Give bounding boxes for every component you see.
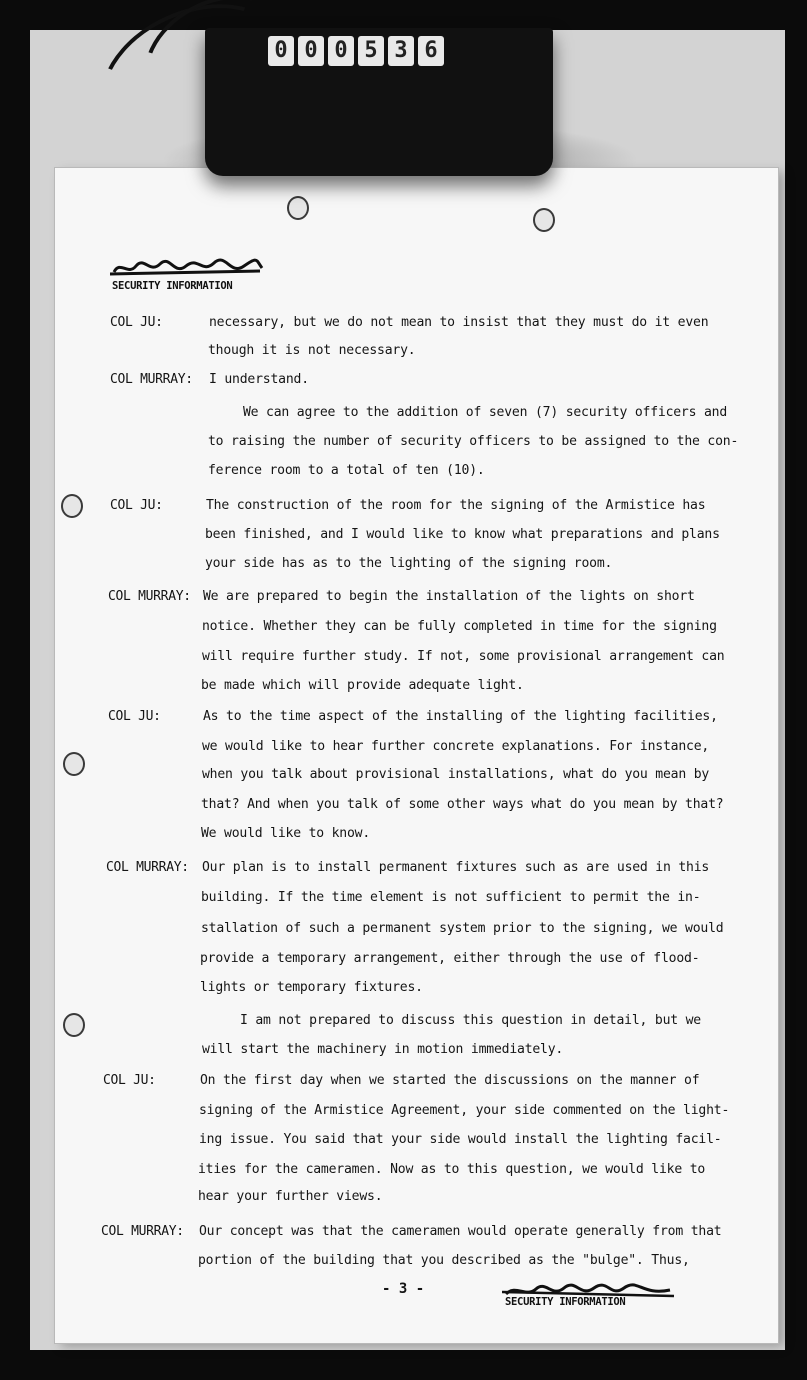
transcript-line: We are prepared to begin the installation of the lights on short xyxy=(203,589,695,604)
transcript-line: signing of the Armistice Agreement, your side commented on the light- xyxy=(199,1103,730,1118)
transcript-line: We would like to know. xyxy=(201,826,371,841)
header-classification: SECURITY INFORMATION xyxy=(112,280,233,292)
transcript-line: been finished, and I would like to know what preparations and plans xyxy=(205,527,720,542)
transcript-line: hear your further views. xyxy=(198,1189,383,1204)
transcript-line: Our concept was that the cameramen would operate generally from that xyxy=(199,1224,722,1239)
speaker-label: COL MURRAY: xyxy=(110,372,193,387)
transcript-line: I am not prepared to discuss this question in detail, but we xyxy=(240,1013,701,1028)
transcript-line: be made which will provide adequate light. xyxy=(201,678,524,693)
counter-digit: 6 xyxy=(418,36,444,66)
counter-digit: 0 xyxy=(268,36,294,66)
speaker-label: COL MURRAY: xyxy=(108,589,191,604)
transcript-line: Our plan is to install permanent fixtures such as are used in this xyxy=(202,860,710,875)
transcript-line: we would like to hear further concrete explanations. For instance, xyxy=(202,739,710,754)
transcript-line: lights or temporary fixtures. xyxy=(200,980,423,995)
speaker-label: COL MURRAY: xyxy=(101,1224,184,1239)
transcript-line: stallation of such a permanent system prior to the signing, we would xyxy=(201,921,724,936)
transcript-line: I understand. xyxy=(209,372,309,387)
page-counter-digits xyxy=(268,36,444,68)
transcript-line: building. If the time element is not sufficient to permit the in- xyxy=(201,890,701,905)
transcript-line: to raising the number of security officers to be assigned to the con- xyxy=(208,434,739,449)
transcript-line: portion of the building that you described as the "bulge". Thus, xyxy=(198,1253,690,1268)
transcript-line: will require further study. If not, some provisional arrangement can xyxy=(202,649,725,664)
punch-hole xyxy=(63,1013,85,1037)
transcript-line: your side has as to the lighting of the signing room. xyxy=(205,556,613,571)
footer-classification: SECURITY INFORMATION xyxy=(505,1296,626,1308)
transcript-line: ference room to a total of ten (10). xyxy=(208,463,485,478)
transcript-line: notice. Whether they can be fully completed in time for the signing xyxy=(202,619,717,634)
transcript-line: We can agree to the addition of seven (7) security officers and xyxy=(243,405,728,420)
transcript-line: ities for the cameramen. Now as to this question, we would like to xyxy=(198,1162,706,1177)
transcript-line: though it is not necessary. xyxy=(208,343,416,358)
counter-digit: 0 xyxy=(298,36,324,66)
transcript-line: necessary, but we do not mean to insist that they must do it even xyxy=(209,315,709,330)
speaker-label: COL JU: xyxy=(108,709,161,724)
speaker-label: COL JU: xyxy=(110,315,163,330)
speaker-label: COL JU: xyxy=(103,1073,156,1088)
transcript-line: will start the machinery in motion immediately. xyxy=(202,1042,564,1057)
transcript-line: The construction of the room for the signing of the Armistice has xyxy=(206,498,706,513)
punch-hole xyxy=(533,208,555,232)
transcript-line: On the first day when we started the discussions on the manner of xyxy=(200,1073,700,1088)
transcript-line: As to the time aspect of the installing of the lighting facilities, xyxy=(203,709,718,724)
counter-digit: 0 xyxy=(328,36,354,66)
counter-digit: 3 xyxy=(388,36,414,66)
classification-handwritten-marking xyxy=(110,254,270,282)
transcript-line: that? And when you talk of some other ways what do you mean by that? xyxy=(201,797,724,812)
counter-digit: 5 xyxy=(358,36,384,66)
page-number: - 3 - xyxy=(382,1281,425,1297)
transcript-line: when you talk about provisional installations, what do you mean by xyxy=(202,767,710,782)
speaker-label: COL MURRAY: xyxy=(106,860,189,875)
speaker-label: COL JU: xyxy=(110,498,163,513)
punch-hole xyxy=(287,196,309,220)
punch-hole xyxy=(61,494,83,518)
transcript-line: provide a temporary arrangement, either through the use of flood- xyxy=(200,951,700,966)
punch-hole xyxy=(63,752,85,776)
transcript-line: ing issue. You said that your side would install the lighting facil- xyxy=(199,1132,722,1147)
